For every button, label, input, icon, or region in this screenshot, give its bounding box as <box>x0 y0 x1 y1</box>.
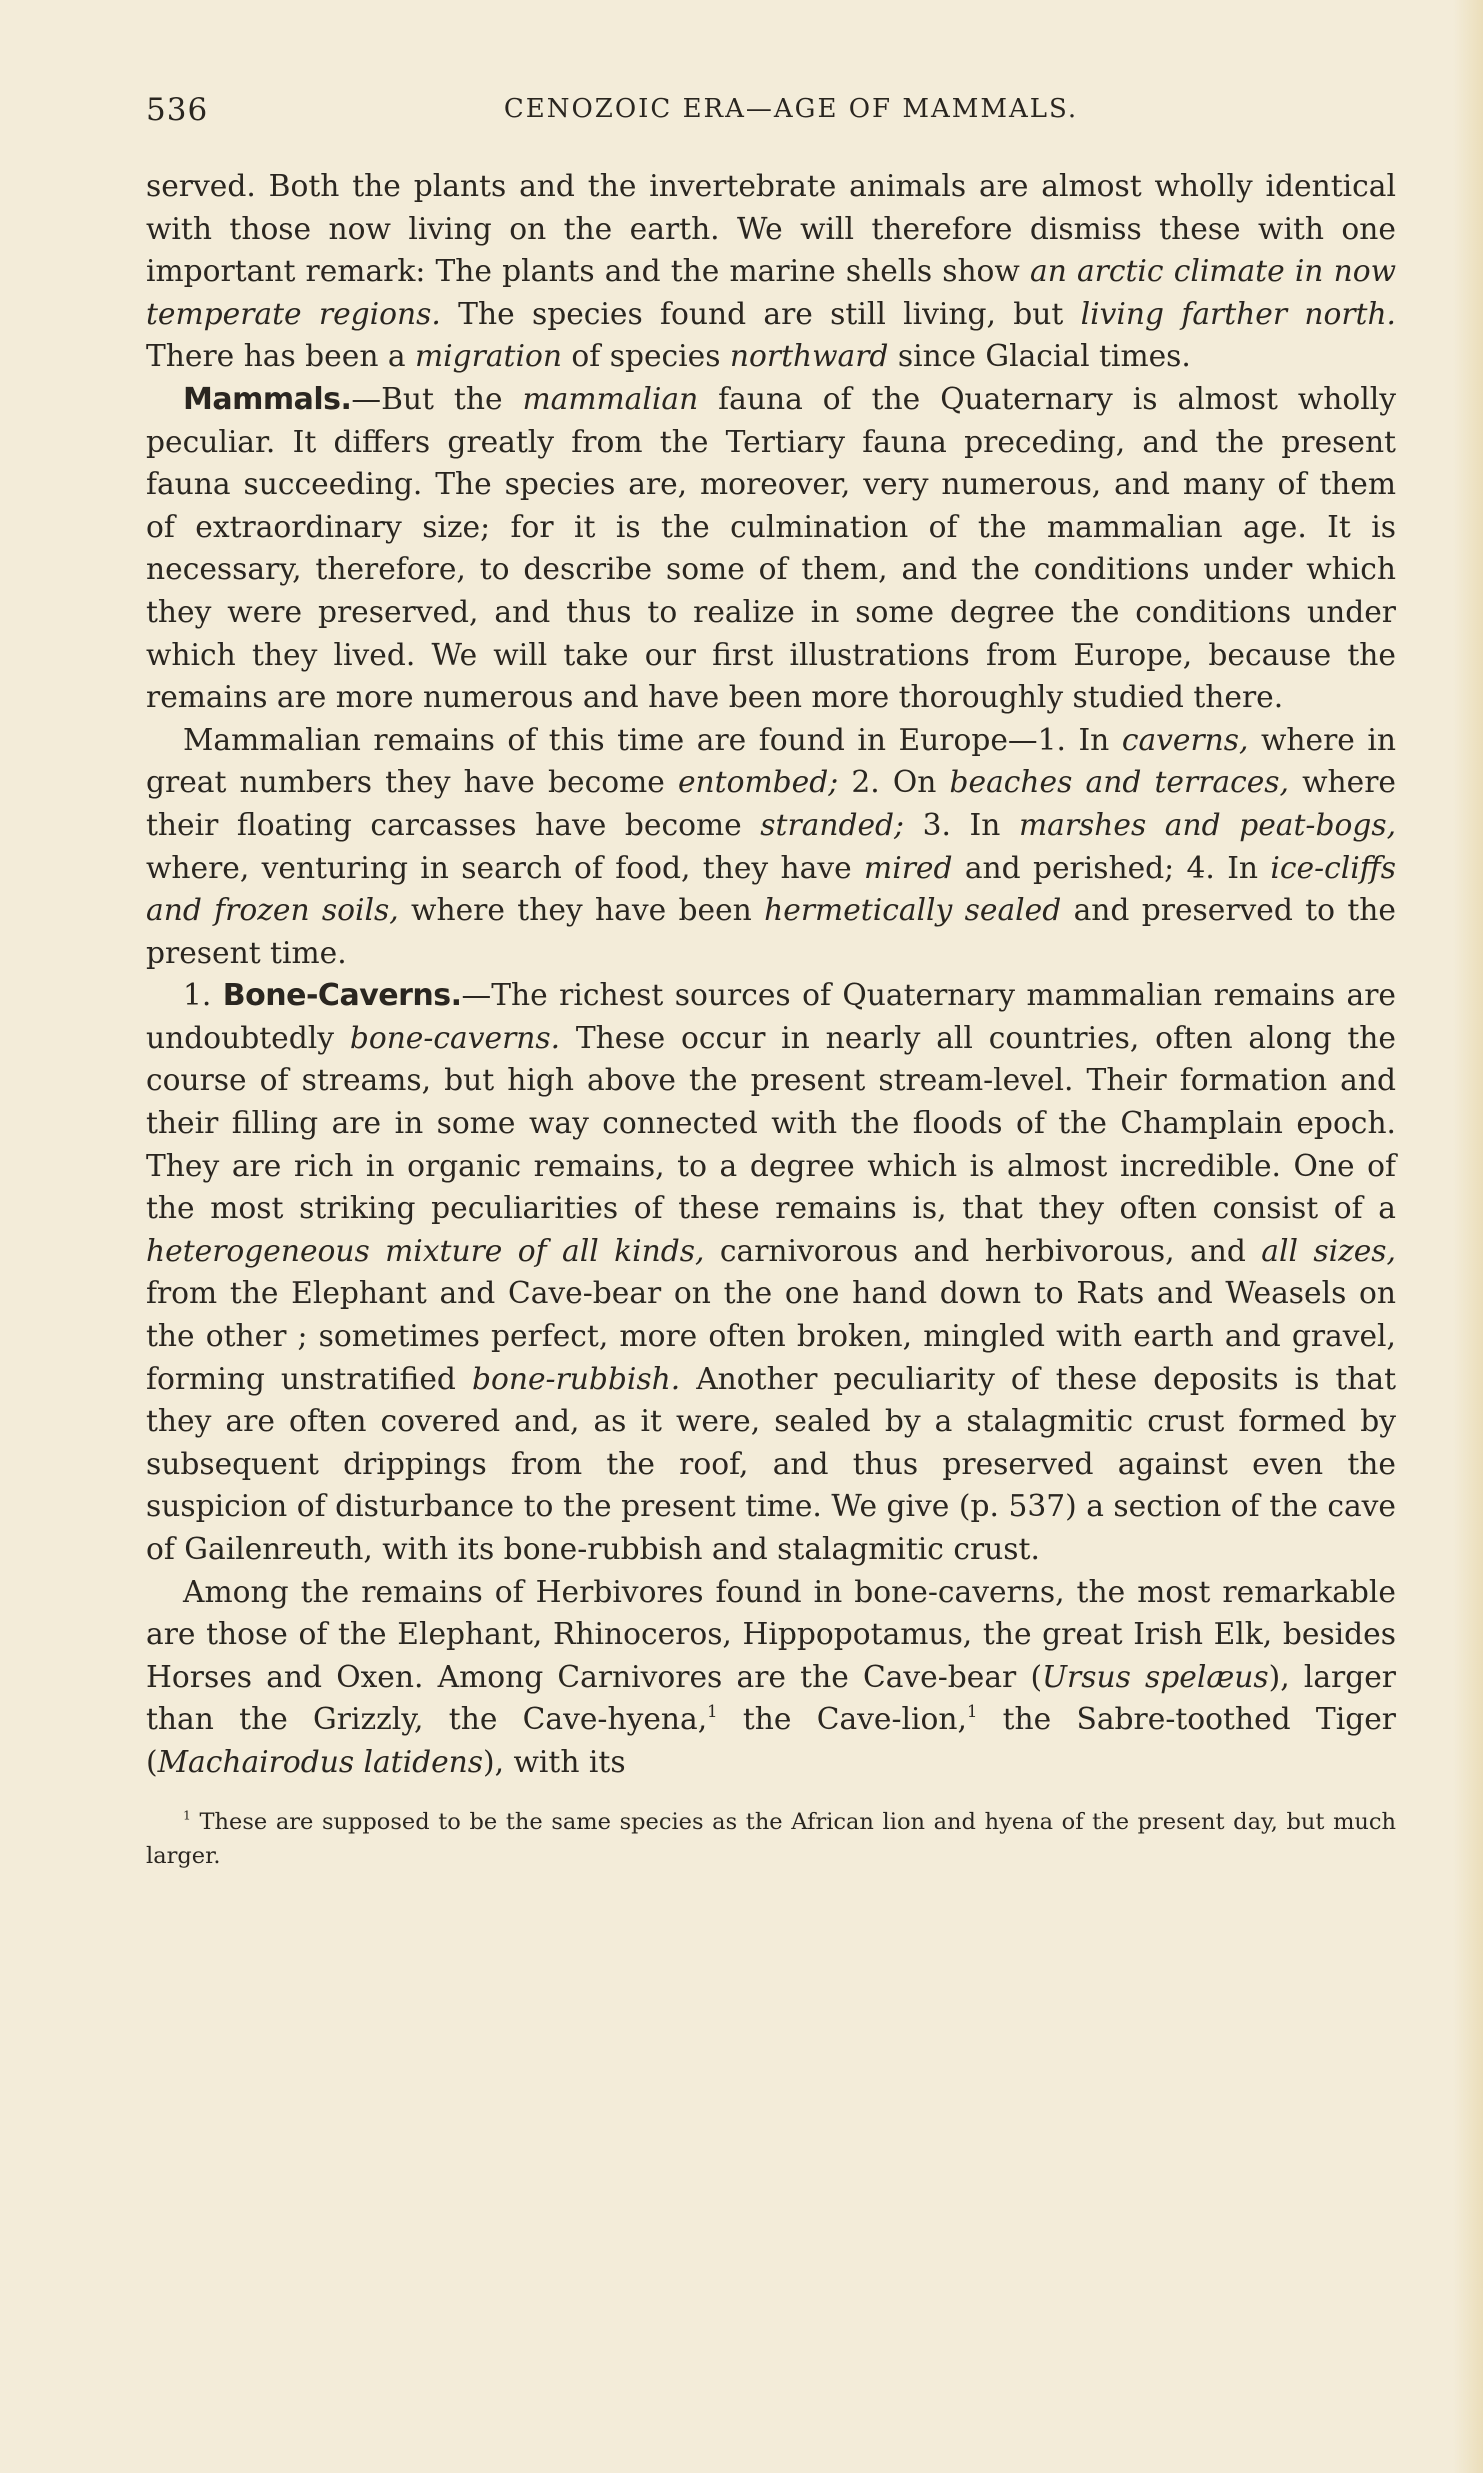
text-run: ), with its <box>483 1744 626 1780</box>
italic-text: an arctic climate in now temperate regions. <box>146 254 1396 332</box>
text-run: ), larger than the Grizzly, the Cave-hyena, <box>146 1659 1396 1738</box>
paragraph-bone-caverns <box>146 975 1396 1571</box>
footnote-reference: 1 <box>966 1702 978 1722</box>
italic-text: caverns, <box>1121 722 1249 758</box>
page-edge-shadow <box>1453 0 1483 2473</box>
italic-text: beaches and terraces, <box>949 765 1289 801</box>
text-run: —But the <box>351 381 523 417</box>
section-heading: Bone-Caverns. <box>222 978 462 1014</box>
text-run: served. Both the plants and the invertebrate animals are almost wholly identical with those now living on the earth. We will therefore dismiss these with one important remark: The plants and the marine shells show <box>146 169 1396 290</box>
footnote-text: These are supposed to be the same species as the African lion and hyena of the present day, but much larger. <box>146 1808 1396 1869</box>
text-run: 1. <box>183 978 223 1014</box>
text-run: and preserved to the present time. <box>146 893 1396 971</box>
text-run: Among the remains of Herbivores found in bone-caverns, the most remarkable are those of the Elephant, Rhinoceros, Hippopotamus, the great Irish Elk, besides Horses and Oxen. Among Carnivores are the Cave-bear ( <box>146 1574 1396 1695</box>
text-run: and perished; 4. In <box>952 850 1271 886</box>
running-title: CENOZOIC ERA—AGE OF MAMMALS. <box>503 94 1079 124</box>
italic-text: mammalian <box>522 381 699 417</box>
italic-text: marshes and peat-bogs, <box>1019 807 1397 843</box>
text-run: where in great numbers they have become <box>146 722 1396 801</box>
italic-text: mired <box>864 850 953 886</box>
text-run: the Cave-lion, <box>717 1702 967 1738</box>
italic-text: stranded; <box>760 807 905 843</box>
text-run: where their floating carcasses have become <box>146 765 1396 843</box>
text-run: —The richest sources of Quaternary mammalian remains are undoubtedly <box>146 978 1397 1056</box>
text-run: There has been a <box>146 339 416 375</box>
page-number: 536 <box>146 92 209 128</box>
italic-text: ice-cliffs and frozen soils, <box>146 850 1396 929</box>
italic-text: migration <box>415 339 562 375</box>
text-run: Another peculiarity of these deposits is that they are often covered and, as it were, sealed by a stalagmitic crust formed by subsequent drippings from the roof, and thus preserved against even the suspicion of disturbance to the present time. We give (p. 537) a section of the cave of Gailenreuth, with its bone-rubbish and stalagmitic crust. <box>146 1361 1396 1567</box>
italic-text: living farther north. <box>1080 296 1396 332</box>
text-run: the Sabre-toothed Tiger ( <box>146 1702 1396 1780</box>
book-page <box>146 92 1396 1895</box>
italic-text: Machairodus latidens <box>157 1744 484 1780</box>
text-run: of species <box>561 339 730 375</box>
text-run: 2. On <box>838 765 950 801</box>
text-run: carnivorous and herbivorous, and <box>704 1233 1262 1269</box>
italic-text: bone-caverns. <box>349 1020 561 1056</box>
text-run: Mammalian remains of this time are found in Europe—1. In <box>183 722 1122 758</box>
footnote-reference: 1 <box>707 1702 718 1722</box>
footnote-marker: 1 <box>183 1808 191 1823</box>
text-run: where they have been <box>398 893 765 929</box>
paragraph-1 <box>146 166 1396 379</box>
italic-text: all sizes, <box>1261 1233 1396 1269</box>
paragraph-mammals <box>146 379 1396 720</box>
text-run: These occur in nearly all countries, often along the course of streams, but high above the present stream-level. Their formation and their filling are in some way connected with the floods of the Champlain epoch. They are rich in organic remains, to a degree which is almost incredible. One of the most striking peculiarities of these remains is, that they often consist of a <box>146 1020 1396 1227</box>
paragraph-remains-locations <box>146 720 1396 976</box>
text-run: 3. In <box>904 807 1020 843</box>
italic-text: hermetically sealed <box>764 893 1062 929</box>
italic-text: Ursus spelæus <box>1042 1659 1269 1695</box>
text-run: since Glacial times. <box>888 339 1191 375</box>
text-run: The species found are still living, but <box>440 296 1081 332</box>
text-run: where, venturing in search of food, they have <box>146 850 865 886</box>
text-run: from the Elephant and Cave-bear on the one hand down to Rats and Weasels on the other ; sometimes perfect, more often broken, mingled with earth and gravel, forming unstratified <box>146 1276 1396 1397</box>
body-text <box>146 166 1396 1785</box>
italic-text: bone-rubbish. <box>471 1361 681 1397</box>
section-heading: Mammals. <box>183 381 352 417</box>
page-header <box>146 92 1396 136</box>
text-run: fauna of the Quaternary is almost wholly peculiar. It differs greatly from the Tertiary fauna preceding, and the present fauna succeeding. The species are, moreover, very numerous, and many of them of extraordinary size; for it is the culmination of the mammalian age. It is necessary, therefore, to describe some of them, and the conditions under which they were preserved, and thus to realize in some degree the conditions under which they lived. We will take our first illustrations from Europe, because the remains are more numerous and have been more thoroughly studied there. <box>146 381 1397 716</box>
paragraph-herbivores-carnivores <box>146 1572 1396 1785</box>
footnote <box>146 1805 1396 1873</box>
italic-text: northward <box>729 339 889 375</box>
italic-text: heterogeneous mixture of all kinds, <box>146 1233 705 1269</box>
italic-text: entombed; <box>677 765 839 801</box>
